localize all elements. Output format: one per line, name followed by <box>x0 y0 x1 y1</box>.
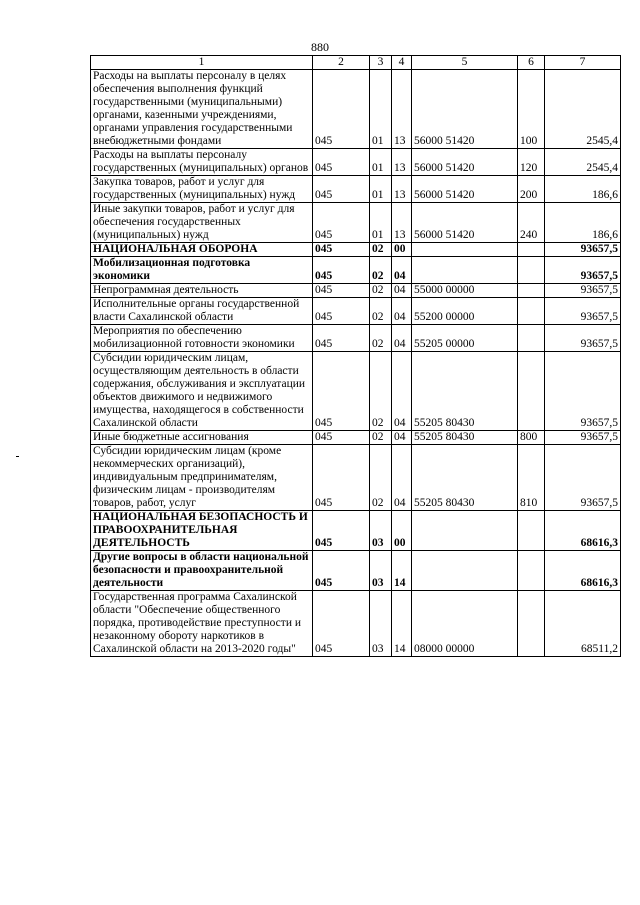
ministry-code: 045 <box>313 203 370 243</box>
ministry-code: 045 <box>313 551 370 591</box>
subsection-code: 14 <box>392 591 412 657</box>
table-row <box>91 511 621 551</box>
ministry-code: 045 <box>313 70 370 149</box>
table-row <box>91 325 621 352</box>
table-row <box>91 284 621 298</box>
table-row <box>91 431 621 445</box>
ministry-code: 045 <box>313 431 370 445</box>
target-article-code: 55205 00000 <box>412 325 518 352</box>
expense-type-code <box>518 298 545 325</box>
row-name: Мероприятия по обеспечению мобилизационной готовности экономики <box>91 325 313 352</box>
section-code: 01 <box>370 176 392 203</box>
amount: 68616,3 <box>545 511 621 551</box>
row-name: Другие вопросы в области национальной безопасности и правоохранительной деятельности <box>91 551 313 591</box>
table-row <box>91 243 621 257</box>
table-row <box>91 176 621 203</box>
expense-type-code <box>518 591 545 657</box>
subsection-code: 13 <box>392 149 412 176</box>
ministry-code: 045 <box>313 257 370 284</box>
subsection-code: 04 <box>392 257 412 284</box>
expense-type-code <box>518 352 545 431</box>
subsection-code: 04 <box>392 431 412 445</box>
row-name: НАЦИОНАЛЬНАЯ ОБОРОНА <box>91 243 313 257</box>
table-row <box>91 591 621 657</box>
row-name: Исполнительные органы государственной власти Сахалинской области <box>91 298 313 325</box>
section-code: 03 <box>370 551 392 591</box>
row-name: Мобилизационная подготовка экономики <box>91 257 313 284</box>
ministry-code: 045 <box>313 176 370 203</box>
target-article-code: 55205 80430 <box>412 352 518 431</box>
expense-type-code <box>518 284 545 298</box>
column-header: 1 <box>91 56 313 70</box>
section-code: 02 <box>370 445 392 511</box>
section-code: 01 <box>370 203 392 243</box>
table-row <box>91 445 621 511</box>
ministry-code: 045 <box>313 284 370 298</box>
row-name: Расходы на выплаты персоналу государственных (муниципальных) органов <box>91 149 313 176</box>
column-header: 5 <box>412 56 518 70</box>
ministry-code: 045 <box>313 511 370 551</box>
amount: 68616,3 <box>545 551 621 591</box>
target-article-code: 56000 51420 <box>412 176 518 203</box>
table-row <box>91 70 621 149</box>
section-code: 02 <box>370 325 392 352</box>
expense-type-code: 200 <box>518 176 545 203</box>
subsection-code: 00 <box>392 511 412 551</box>
section-code: 01 <box>370 149 392 176</box>
target-article-code: 55205 80430 <box>412 431 518 445</box>
target-article-code: 56000 51420 <box>412 149 518 176</box>
column-header: 2 <box>313 56 370 70</box>
column-header: 3 <box>370 56 392 70</box>
target-article-code: 56000 51420 <box>412 203 518 243</box>
table-row <box>91 298 621 325</box>
table-row <box>91 203 621 243</box>
expense-type-code: 120 <box>518 149 545 176</box>
ministry-code: 045 <box>313 298 370 325</box>
row-name: Иные бюджетные ассигнования <box>91 431 313 445</box>
section-code: 01 <box>370 70 392 149</box>
amount: 93657,5 <box>545 445 621 511</box>
target-article-code: 55000 00000 <box>412 284 518 298</box>
section-code: 02 <box>370 298 392 325</box>
expense-type-code <box>518 551 545 591</box>
column-header: 6 <box>518 56 545 70</box>
expense-type-code <box>518 243 545 257</box>
subsection-code: 14 <box>392 551 412 591</box>
subsection-code: 04 <box>392 445 412 511</box>
row-name: Непрограммная деятельность <box>91 284 313 298</box>
table-row <box>91 551 621 591</box>
target-article-code: 55200 00000 <box>412 298 518 325</box>
subsection-code: 04 <box>392 284 412 298</box>
ministry-code: 045 <box>313 243 370 257</box>
expense-type-code: 810 <box>518 445 545 511</box>
ministry-code: 045 <box>313 591 370 657</box>
table-row <box>91 352 621 431</box>
section-code: 02 <box>370 243 392 257</box>
target-article-code <box>412 257 518 284</box>
target-article-code: 55205 80430 <box>412 445 518 511</box>
row-name: Субсидии юридическим лицам (кроме некоммерческих организаций), индивидуальным предпринимателям, физическим лицам - производителям товаров, работ, услуг <box>91 445 313 511</box>
amount: 93657,5 <box>545 352 621 431</box>
expense-type-code: 800 <box>518 431 545 445</box>
amount: 93657,5 <box>545 257 621 284</box>
target-article-code <box>412 511 518 551</box>
ministry-code: 045 <box>313 445 370 511</box>
amount: 93657,5 <box>545 298 621 325</box>
amount: 2545,4 <box>545 70 621 149</box>
amount: 68511,2 <box>545 591 621 657</box>
row-name: Закупка товаров, работ и услуг для государственных (муниципальных) нужд <box>91 176 313 203</box>
amount: 93657,5 <box>545 284 621 298</box>
amount: 186,6 <box>545 203 621 243</box>
ministry-code: 045 <box>313 325 370 352</box>
subsection-code: 04 <box>392 352 412 431</box>
subsection-code: 13 <box>392 203 412 243</box>
page-number: 880 <box>311 40 329 54</box>
amount: 93657,5 <box>545 431 621 445</box>
expense-type-code: 240 <box>518 203 545 243</box>
section-code: 03 <box>370 591 392 657</box>
subsection-code: 00 <box>392 243 412 257</box>
row-name: Иные закупки товаров, работ и услуг для обеспечения государственных (муниципальных) нужд <box>91 203 313 243</box>
row-name: НАЦИОНАЛЬНАЯ БЕЗОПАСНОСТЬ И ПРАВООХРАНИТЕЛЬНАЯ ДЕЯТЕЛЬНОСТЬ <box>91 511 313 551</box>
section-code: 02 <box>370 257 392 284</box>
column-number-row <box>91 56 621 70</box>
column-header: 4 <box>392 56 412 70</box>
row-name: Государственная программа Сахалинской области "Обеспечение общественного порядка, противодействие преступности и незаконному обороту наркотиков в Сахалинской области на 2013-2020 годы" <box>91 591 313 657</box>
subsection-code: 13 <box>392 70 412 149</box>
column-header: 7 <box>545 56 621 70</box>
section-code: 02 <box>370 352 392 431</box>
ministry-code: 045 <box>313 149 370 176</box>
expense-type-code <box>518 325 545 352</box>
section-code: 03 <box>370 511 392 551</box>
row-name: Расходы на выплаты персоналу в целях обеспечения выполнения функций государственными (муниципальными) органами, казенными учреждениями, органами управления государственными внебюджетными фондами <box>91 70 313 149</box>
margin-mark <box>16 456 19 457</box>
subsection-code: 04 <box>392 298 412 325</box>
ministry-code: 045 <box>313 352 370 431</box>
expense-type-code: 100 <box>518 70 545 149</box>
table-row <box>91 257 621 284</box>
amount: 2545,4 <box>545 149 621 176</box>
expense-type-code <box>518 511 545 551</box>
expense-type-code <box>518 257 545 284</box>
row-name: Субсидии юридическим лицам, осуществляющим деятельность в области содержания, обслуживания и эксплуатации объектов движимого и недвижимого имущества, находящегося в собственности Сахалинской области <box>91 352 313 431</box>
section-code: 02 <box>370 431 392 445</box>
amount: 93657,5 <box>545 325 621 352</box>
table-row <box>91 149 621 176</box>
budget-table <box>90 55 621 657</box>
section-code: 02 <box>370 284 392 298</box>
amount: 186,6 <box>545 176 621 203</box>
target-article-code: 08000 00000 <box>412 591 518 657</box>
target-article-code <box>412 243 518 257</box>
target-article-code <box>412 551 518 591</box>
subsection-code: 04 <box>392 325 412 352</box>
table-body <box>91 70 621 657</box>
amount: 93657,5 <box>545 243 621 257</box>
subsection-code: 13 <box>392 176 412 203</box>
target-article-code: 56000 51420 <box>412 70 518 149</box>
